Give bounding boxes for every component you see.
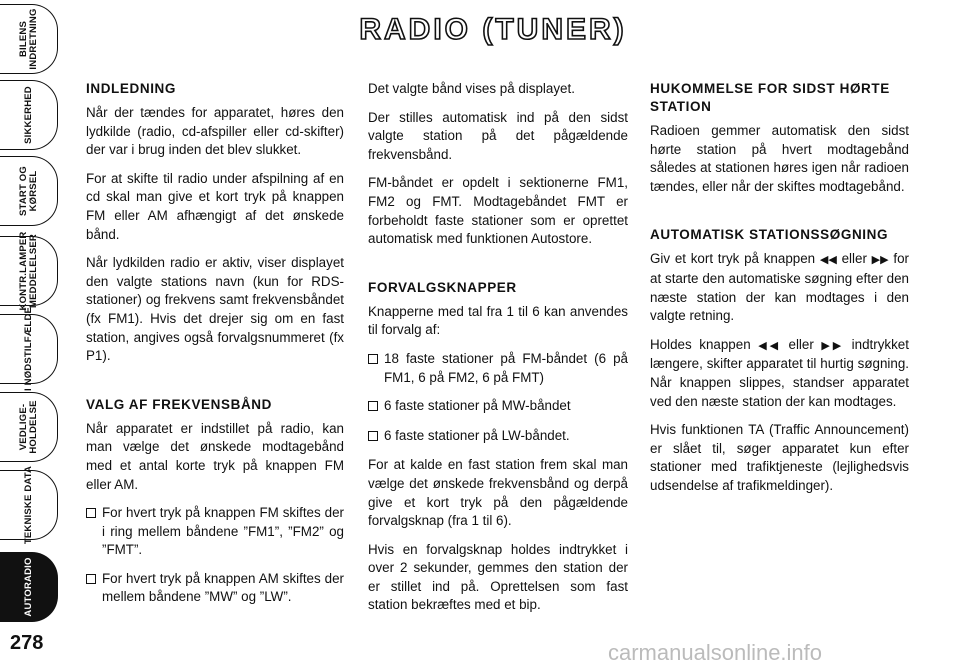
tab-sikkerhed[interactable] (0, 80, 58, 150)
bullet-text: 6 faste stationer på MW-båndet (384, 398, 571, 414)
text-segment: eller (841, 251, 867, 267)
tab-start-og-korsel[interactable] (0, 156, 58, 226)
tab-label: I NØDSTILFÆLDE (22, 306, 34, 392)
page-number: 278 (10, 632, 44, 654)
svg-text:RADIO (TUNER): RADIO (TUNER) (359, 13, 627, 46)
heading-forvalgsknapper: FORVALGSKNAPPER (368, 279, 517, 295)
heading-automatisk-stationssogning: AUTOMATISK STATIONSSØGNING (650, 227, 889, 243)
bullet-text: For hvert tryk på knappen AM skiftes der mellem båndene ”MW” og ”LW”. (102, 570, 344, 605)
checkbox-bullet-icon (86, 504, 102, 560)
text-segment: Holdes knappen (650, 336, 751, 352)
checkbox-bullet-icon (368, 350, 384, 387)
bullet-item (368, 427, 628, 447)
checkbox-bullet-icon (368, 427, 384, 447)
bullet-item (86, 504, 344, 560)
seek-back-icon: ◀◀ (758, 339, 781, 352)
bullet-text: 18 faste stationer på FM-båndet (6 på FM1, 6 på FM2, 6 på FMT) (384, 350, 628, 385)
column-2 (368, 80, 628, 625)
text-segment: indtrykket længere, skifter apparatet til hurtig søgning. Når knappen slippes, standser apparatet ved den næste station der kan modtages. (650, 336, 909, 409)
tab-label: BILENS INDRETNING (17, 8, 39, 70)
paragraph (650, 336, 909, 411)
paragraph: Der stilles automatisk ind på den sidst valgte station på det pågældende frekvensbånd. (368, 109, 628, 162)
paragraph: Knapperne med tal fra 1 til 6 kan anvendes til forvalg af: (368, 303, 628, 338)
tab-tekniske-data[interactable] (0, 465, 58, 545)
tab-i-nodstilfaelde[interactable] (0, 306, 58, 392)
bullet-item (368, 350, 628, 387)
checkbox-bullet-icon (86, 570, 102, 607)
paragraph: Når apparatet er indstillet på radio, kan man vælge det ønskede modtagebånd med et antal korte tryk på knappen FM eller AM. (86, 420, 344, 492)
tab-vedligeholdelse[interactable] (0, 392, 58, 462)
checkbox-bullet-icon (368, 397, 384, 417)
paragraph: For at kalde en fast station frem skal man vælge det ønskede frekvensbånd og derpå give et kort tryk på den pågældende forvalgsknap (fra 1 til 6). (368, 457, 628, 529)
watermark: carmanualsonline.info (608, 640, 823, 665)
paragraph: Hvis en forvalgsknap holdes indtrykket i over 2 sekunder, gemmes den station der er stillet ind på. Oprettelsen som fast station bekræftes med et bip. (368, 541, 628, 613)
paragraph: Radioen gemmer automatisk den sidst hørte station på hvert modtagebånd således at stationen høres igen når radioen tændes, eller når der skiftes modtagebånd. (650, 123, 909, 194)
column-1 (86, 80, 344, 617)
tab-label: KONTR.LAMPER MEDDELELSER (17, 231, 39, 311)
bullet-item (368, 397, 628, 417)
tab-label: VEDLIGE- HOLDELSE (17, 400, 39, 454)
paragraph: FM-båndet er opdelt i sektionerne FM1, FM2 og FMT. Modtagebåndet FMT er forbeholdt faste stationer som er oprettet automatisk med funktionen Autostore. (368, 175, 628, 247)
text-segment: for at starte den automatiske søgning efter den næste station der kan modtages i den valgte retning. (650, 251, 910, 324)
heading-valg-af-frekvensbaand: VALG AF FREKVENSBÅND (86, 396, 273, 412)
seek-forward-icon: ▶▶ (871, 254, 889, 267)
bullet-item (86, 570, 344, 607)
tab-kontrollamper[interactable] (0, 231, 58, 311)
seek-back-icon: ◀◀ (819, 254, 837, 267)
column-3 (650, 80, 909, 506)
tab-label: SIKKERHED (22, 86, 34, 144)
tab-label: AUTORADIO (22, 557, 34, 617)
heading-indledning: INDLEDNING (86, 81, 176, 96)
paragraph: Når der tændes for apparatet, høres den lydkilde (radio, cd-afspiller eller cd-skifter) der var i brug inden det blev slukket. (86, 105, 344, 158)
paragraph: Hvis funktionen TA (Traffic Announcement) er slået til, søger apparatet kun efter stationer med trafiktjeneste (lejlighedsvis udsendelse af trafikmeldinger). (650, 422, 909, 493)
bullet-text: 6 faste stationer på LW-båndet. (384, 427, 570, 443)
page-title (358, 8, 628, 48)
text-segment: Giv et kort tryk på knappen (650, 251, 816, 267)
tab-label: TEKNISKE DATA (22, 465, 34, 545)
text-segment: eller (788, 336, 814, 352)
bullet-text: For hvert tryk på knappen FM skiftes der i ring mellem båndene ”FM1”, ”FM2” og ”FMT”. (102, 505, 344, 558)
paragraph: For at skifte til radio under afspilning af en cd skal man give et kort tryk på knappen FM eller AM afhængigt af det ønskede bånd. (86, 170, 344, 242)
tab-bilens-indretning[interactable] (0, 4, 58, 74)
seek-forward-icon: ▶▶ (821, 339, 845, 352)
heading-hukommelse: HUKOMMELSE FOR SIDST HØRTE STATION (650, 81, 890, 114)
paragraph: Det valgte bånd vises på displayet. (368, 81, 575, 96)
paragraph: Når lydkilden radio er aktiv, viser displayet den valgte stations navn (kun for RDS-stationer) og frekvens samt frekvensbåndet (fx FM1). Hvis det drejer sig om en fast station, angives også forvalgsnummeret (fx P1). (86, 255, 344, 364)
chapter-sidebar (0, 0, 62, 669)
tab-autoradio[interactable] (0, 552, 58, 622)
tab-label: START OG KØRSEL (17, 166, 39, 216)
paragraph (650, 250, 909, 325)
